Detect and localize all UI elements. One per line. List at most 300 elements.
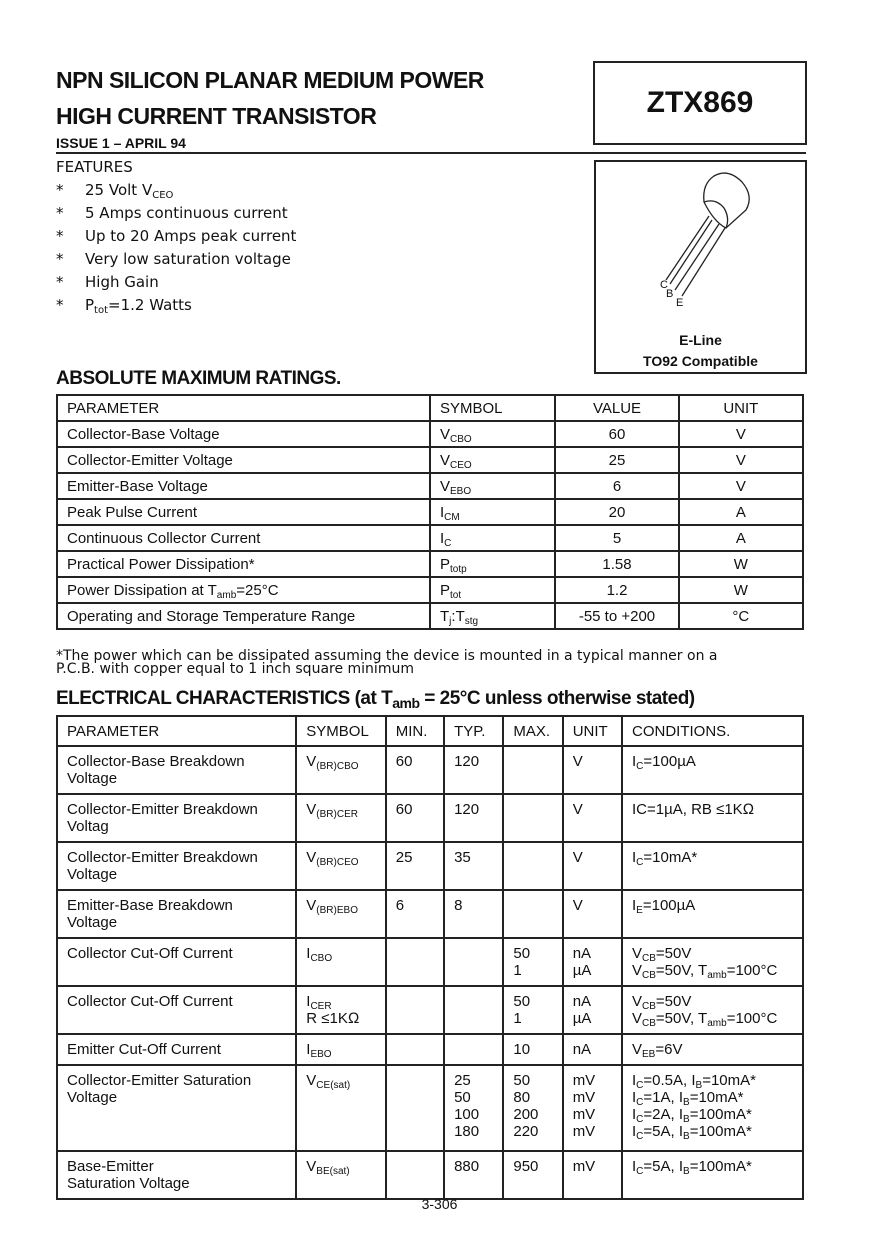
symbol-cell xyxy=(430,421,555,447)
max-value: 10 xyxy=(513,1041,531,1058)
param-cell xyxy=(57,938,296,986)
condition-text: =1A, I xyxy=(643,1089,684,1106)
condition-text: =100mA* xyxy=(689,1123,752,1140)
value-cell: 1.58 xyxy=(555,551,678,577)
elec-heading-text-2: = 25°C unless otherwise stated) xyxy=(419,688,695,709)
condition-line xyxy=(632,1123,793,1140)
pin-label-c: C xyxy=(660,279,668,291)
condition-text: I xyxy=(632,1123,637,1140)
symbol-sub: totp xyxy=(450,563,467,575)
symbol xyxy=(306,1072,375,1089)
min-cell xyxy=(386,1065,444,1151)
min-cell xyxy=(386,1034,444,1065)
condition-text: =100mA* xyxy=(689,1158,752,1175)
unit-cell xyxy=(563,1034,622,1065)
condition-sub: E xyxy=(636,905,643,916)
typ-cell xyxy=(444,938,503,986)
param-text: Peak Pulse Current xyxy=(67,503,198,521)
unit-value: mV xyxy=(572,1123,596,1140)
feature-item xyxy=(56,271,296,294)
conditions-cell xyxy=(622,890,803,938)
symbol xyxy=(306,801,375,818)
symbol xyxy=(306,897,375,914)
conditions-cell xyxy=(622,1065,803,1151)
column-header: SYMBOL xyxy=(430,395,555,421)
param-cell xyxy=(57,986,296,1034)
symbol-cell xyxy=(296,1034,385,1065)
param-cell xyxy=(57,551,430,577)
symbol-cell xyxy=(296,986,385,1034)
symbol-text: I xyxy=(306,1041,311,1058)
symbol xyxy=(306,1158,375,1175)
condition-text: =50V, T xyxy=(655,962,708,979)
unit-cell xyxy=(563,1065,622,1151)
symbol xyxy=(306,1041,375,1058)
condition-sub: amb xyxy=(707,1018,727,1029)
elec-heading-text: ELECTRICAL CHARACTERISTICS (at T xyxy=(56,688,393,709)
table-row xyxy=(57,1065,803,1151)
symbol-sub: j xyxy=(449,615,452,627)
symbol-text: V xyxy=(440,425,451,443)
symbol-sub: (BR)CER xyxy=(316,809,358,820)
condition-text: V xyxy=(632,993,643,1010)
max-value: 1 xyxy=(513,962,522,979)
param-cell xyxy=(57,890,296,938)
feature-text: P xyxy=(85,296,95,314)
feature-item xyxy=(56,294,296,317)
symbol xyxy=(306,849,375,866)
condition-sub: C xyxy=(636,1097,644,1108)
max-cell xyxy=(503,938,562,986)
condition-text: V xyxy=(632,945,643,962)
conditions-cell xyxy=(622,1034,803,1065)
symbol-cell xyxy=(430,603,555,629)
symbol-mid: :T xyxy=(451,607,465,625)
unit-cell: W xyxy=(679,577,803,603)
typ-value: 8 xyxy=(454,897,463,914)
condition-text: IC=1µA, RB ≤1KΩ xyxy=(632,801,755,818)
unit-value: V xyxy=(572,849,583,866)
max-value: 950 xyxy=(513,1158,539,1175)
table-header-row xyxy=(57,395,803,421)
features-list xyxy=(56,179,296,317)
param-cell xyxy=(57,525,430,551)
condition-sub: EB xyxy=(642,1049,656,1060)
condition-sub: CB xyxy=(642,1001,656,1012)
param-text: Collector-Base Voltage xyxy=(67,425,220,443)
value-cell: 1.2 xyxy=(555,577,678,603)
bullet: * xyxy=(56,181,64,199)
typ-cell xyxy=(444,842,503,890)
param-line: Collector-Base Breakdown xyxy=(67,753,245,770)
condition-text: =6V xyxy=(655,1041,683,1058)
column-header: UNIT xyxy=(679,395,803,421)
condition-sub: B xyxy=(695,1080,703,1091)
param-cell xyxy=(57,1065,296,1151)
condition-text: =0.5A, I xyxy=(643,1072,696,1089)
condition-sub: B xyxy=(683,1166,690,1177)
package-box xyxy=(594,160,807,374)
symbol-cell xyxy=(296,1065,385,1151)
unit-value: mV xyxy=(572,1089,596,1106)
typ-value: 35 xyxy=(454,849,471,866)
symbol xyxy=(306,945,375,962)
param-after: =25°C xyxy=(236,581,279,599)
table-row xyxy=(57,794,803,842)
symbol-sub: CEO xyxy=(450,459,472,471)
symbol-sub-2: stg xyxy=(464,615,479,627)
condition-text: =100°C xyxy=(726,962,778,979)
param-line: Emitter-Base Breakdown xyxy=(67,897,233,914)
feature-text: Up to 20 Amps peak current xyxy=(85,227,297,245)
symbol-cell xyxy=(296,842,385,890)
min-cell: 60 xyxy=(386,746,444,794)
package-caption-line-1: E-Line xyxy=(679,332,722,348)
param-line: Voltag xyxy=(67,818,109,835)
symbol-cell xyxy=(430,577,555,603)
table-row xyxy=(57,447,803,473)
symbol-text: I xyxy=(306,945,311,962)
param-line: Collector-Emitter Breakdown xyxy=(67,801,258,818)
symbol-text: I xyxy=(440,529,445,547)
table-row xyxy=(57,842,803,890)
min-cell: 25 xyxy=(386,842,444,890)
symbol xyxy=(306,993,375,1010)
param-cell xyxy=(57,499,430,525)
condition-sub: CB xyxy=(642,953,656,964)
symbol-cell xyxy=(430,473,555,499)
feature-text: High Gain xyxy=(85,273,159,291)
value-cell: 25 xyxy=(555,447,678,473)
table-row xyxy=(57,890,803,938)
max-cell xyxy=(503,794,562,842)
typ-value: 120 xyxy=(454,801,480,818)
param-cell xyxy=(57,447,430,473)
condition-line xyxy=(632,1089,793,1106)
condition-text: I xyxy=(632,897,637,914)
condition-text: I xyxy=(632,1158,637,1175)
condition-line xyxy=(632,945,793,962)
symbol-cell xyxy=(430,525,555,551)
condition-sub: B xyxy=(683,1131,690,1142)
condition-sub: C xyxy=(636,1080,644,1091)
symbol-text: P xyxy=(440,581,451,599)
condition-sub: C xyxy=(636,1114,644,1125)
part-number: ZTX869 xyxy=(646,86,754,119)
param-line: Voltage xyxy=(67,866,118,883)
typ-value: 50 xyxy=(454,1089,471,1106)
column-header: MAX. xyxy=(503,716,562,746)
typ-cell xyxy=(444,794,503,842)
condition-text: =100µA xyxy=(642,897,696,914)
condition-text: =100°C xyxy=(726,1010,778,1027)
condition-sub: CB xyxy=(642,1018,656,1029)
symbol-cell xyxy=(296,890,385,938)
unit-cell: A xyxy=(679,499,803,525)
param-cell xyxy=(57,421,430,447)
condition-text: =10mA* xyxy=(689,1089,744,1106)
param-line: Collector Cut-Off Current xyxy=(67,993,233,1010)
unit-cell xyxy=(563,794,622,842)
part-number-box xyxy=(593,61,807,145)
symbol-text: T xyxy=(440,607,450,625)
table-row xyxy=(57,1151,803,1199)
symbol-text: V xyxy=(440,477,451,495)
feature-item xyxy=(56,179,296,202)
condition-line xyxy=(632,1010,793,1027)
unit-cell xyxy=(563,746,622,794)
param-sub: amb xyxy=(216,589,237,601)
max-cell xyxy=(503,1151,562,1199)
page-number: 3-306 xyxy=(421,1196,458,1212)
symbol-cell xyxy=(296,938,385,986)
condition-text: =5A, I xyxy=(643,1158,684,1175)
table-header-row xyxy=(57,716,803,746)
symbol-text: P xyxy=(440,555,451,573)
unit-cell xyxy=(563,842,622,890)
feature-text: Very low saturation voltage xyxy=(85,250,291,268)
typ-cell xyxy=(444,1065,503,1151)
condition-line xyxy=(632,849,793,866)
typ-cell xyxy=(444,1034,503,1065)
condition-sub: C xyxy=(636,1131,644,1142)
condition-line xyxy=(632,801,793,818)
value-cell: 60 xyxy=(555,421,678,447)
value-cell: 6 xyxy=(555,473,678,499)
symbol-cell xyxy=(430,447,555,473)
bullet: * xyxy=(56,273,64,291)
unit-cell xyxy=(563,890,622,938)
max-value: 200 xyxy=(513,1106,539,1123)
condition-sub: C xyxy=(636,761,644,772)
symbol-cell xyxy=(430,551,555,577)
conditions-cell xyxy=(622,842,803,890)
symbol-cell xyxy=(296,1151,385,1199)
elec-heading xyxy=(56,688,695,710)
pin-label-b: B xyxy=(666,288,674,300)
condition-text: =5A, I xyxy=(643,1123,684,1140)
max-cell xyxy=(503,1034,562,1065)
column-header: CONDITIONS. xyxy=(622,716,803,746)
unit-cell: V xyxy=(679,473,803,499)
unit-cell: V xyxy=(679,447,803,473)
condition-sub: CB xyxy=(642,970,656,981)
param-line: Collector-Emitter Breakdown xyxy=(67,849,258,866)
issue-label: ISSUE 1 – APRIL 94 xyxy=(56,135,186,151)
condition-text: =100µA xyxy=(643,753,696,770)
conditions-cell xyxy=(622,986,803,1034)
symbol-cell xyxy=(296,746,385,794)
symbol-sub: (BR)CBO xyxy=(316,761,359,772)
min-cell xyxy=(386,938,444,986)
condition-text: V xyxy=(632,1041,643,1058)
unit-cell: A xyxy=(679,525,803,551)
symbol xyxy=(306,753,375,770)
title-line-2: HIGH CURRENT TRANSISTOR xyxy=(56,103,377,129)
condition-text: =50V xyxy=(655,993,692,1010)
unit-value: V xyxy=(572,897,583,914)
elec-heading-sub: amb xyxy=(392,695,420,711)
param-line: Collector-Emitter Saturation xyxy=(67,1072,252,1089)
elec-table xyxy=(56,715,804,1200)
param-text: Continuous Collector Current xyxy=(67,529,261,547)
unit-cell: °C xyxy=(679,603,803,629)
symbol-sub: (BR)EBO xyxy=(316,905,358,916)
features-section xyxy=(56,156,296,317)
bullet: * xyxy=(56,296,64,314)
symbol-sub: CE(sat) xyxy=(316,1080,351,1091)
condition-text: =50V, T xyxy=(655,1010,708,1027)
unit-value: µA xyxy=(572,1010,592,1027)
table-row xyxy=(57,551,803,577)
max-value: 80 xyxy=(513,1089,531,1106)
feature-item xyxy=(56,248,296,271)
typ-cell xyxy=(444,890,503,938)
condition-sub: B xyxy=(683,1097,690,1108)
symbol-sub: EBO xyxy=(310,1049,332,1060)
unit-value: nA xyxy=(572,993,592,1010)
max-cell xyxy=(503,746,562,794)
pin-label-e: E xyxy=(676,297,684,309)
max-cell xyxy=(503,1065,562,1151)
typ-value: 880 xyxy=(454,1158,480,1175)
max-value: 50 xyxy=(513,993,531,1010)
features-heading: FEATURES xyxy=(56,158,133,176)
condition-line xyxy=(632,1041,793,1058)
table-row xyxy=(57,603,803,629)
condition-text: I xyxy=(632,1072,637,1089)
bullet: * xyxy=(56,250,64,268)
unit-value: V xyxy=(572,753,583,770)
feature-text: 5 Amps continuous current xyxy=(85,204,288,222)
symbol-text: V xyxy=(306,753,317,770)
feature-sub: tot xyxy=(94,305,109,316)
column-header: PARAMETER xyxy=(57,395,430,421)
symbol-sub: C xyxy=(444,537,452,549)
condition-line xyxy=(632,1106,793,1123)
max-value: 50 xyxy=(513,1072,531,1089)
symbol-sub: CBO xyxy=(450,433,472,445)
symbol-cell xyxy=(296,794,385,842)
symbol-sub: EBO xyxy=(450,485,472,497)
table-row xyxy=(57,473,803,499)
value-cell: 20 xyxy=(555,499,678,525)
feature-item xyxy=(56,225,296,248)
condition-text: I xyxy=(632,1089,637,1106)
max-cell xyxy=(503,890,562,938)
condition-line xyxy=(632,753,793,770)
column-header: TYP. xyxy=(444,716,503,746)
transistor-package-icon xyxy=(596,162,805,322)
symbol-sub: (BR)CEO xyxy=(316,857,359,868)
unit-value: mV xyxy=(572,1158,596,1175)
param-text: Emitter-Base Voltage xyxy=(67,477,208,495)
symbol-cell xyxy=(430,499,555,525)
param-cell xyxy=(57,794,296,842)
condition-text: I xyxy=(632,753,637,770)
unit-cell xyxy=(563,986,622,1034)
column-header: PARAMETER xyxy=(57,716,296,746)
title-line-1: NPN SILICON PLANAR MEDIUM POWER xyxy=(56,67,484,93)
symbol-text: V xyxy=(306,1072,317,1089)
typ-value: 25 xyxy=(454,1072,471,1089)
unit-value: V xyxy=(572,801,583,818)
typ-cell xyxy=(444,986,503,1034)
unit-cell xyxy=(563,938,622,986)
param-text: Power Dissipation at T xyxy=(67,581,217,599)
min-cell xyxy=(386,1151,444,1199)
param-cell xyxy=(57,577,430,603)
condition-line xyxy=(632,1158,793,1175)
unit-value: µA xyxy=(572,962,592,979)
table-row xyxy=(57,1034,803,1065)
condition-text: =50V xyxy=(655,945,692,962)
condition-text: =10mA* xyxy=(643,849,698,866)
unit-cell: V xyxy=(679,421,803,447)
param-line: Base-Emitter xyxy=(67,1158,154,1175)
param-cell xyxy=(57,842,296,890)
conditions-cell xyxy=(622,794,803,842)
column-header: UNIT xyxy=(563,716,622,746)
bullet: * xyxy=(56,204,64,222)
column-header: VALUE xyxy=(555,395,678,421)
condition-sub: C xyxy=(636,1166,644,1177)
typ-value: 120 xyxy=(454,753,480,770)
condition-text: V xyxy=(632,962,643,979)
symbol-sub: BE(sat) xyxy=(316,1166,350,1177)
param-line: Voltage xyxy=(67,914,118,931)
typ-value: 100 xyxy=(454,1106,480,1123)
column-header: MIN. xyxy=(386,716,444,746)
abs-max-heading: ABSOLUTE MAXIMUM RATINGS. xyxy=(56,368,341,389)
max-value: 50 xyxy=(513,945,531,962)
symbol-sub: tot xyxy=(450,589,462,601)
condition-text: =10mA* xyxy=(702,1072,756,1089)
condition-line xyxy=(632,897,793,914)
condition-text: V xyxy=(632,1010,643,1027)
unit-cell: W xyxy=(679,551,803,577)
param-cell xyxy=(57,473,430,499)
symbol-text: V xyxy=(440,451,451,469)
symbol-text: I xyxy=(440,503,445,521)
feature-text-after: =1.2 Watts xyxy=(108,296,192,314)
table-row xyxy=(57,938,803,986)
condition-line xyxy=(632,962,793,979)
param-cell xyxy=(57,603,430,629)
param-line: Emitter Cut-Off Current xyxy=(67,1041,221,1058)
table-row xyxy=(57,577,803,603)
table-row xyxy=(57,525,803,551)
typ-cell xyxy=(444,746,503,794)
table-row xyxy=(57,499,803,525)
footnote-line-2: P.C.B. with copper equal to 1 inch square minimum xyxy=(56,661,414,677)
header-divider xyxy=(56,152,806,154)
page-title xyxy=(56,62,576,134)
symbol-text: V xyxy=(306,1158,317,1175)
symbol-text: V xyxy=(306,801,317,818)
max-cell xyxy=(503,986,562,1034)
unit-cell xyxy=(563,1151,622,1199)
param-cell xyxy=(57,746,296,794)
feature-item xyxy=(56,202,296,225)
conditions-cell xyxy=(622,746,803,794)
symbol-text: I xyxy=(306,993,311,1010)
conditions-cell xyxy=(622,938,803,986)
symbol-sub: CM xyxy=(444,511,460,523)
typ-value: 180 xyxy=(454,1123,480,1140)
condition-sub: C xyxy=(636,857,644,868)
max-value: 220 xyxy=(513,1123,539,1140)
